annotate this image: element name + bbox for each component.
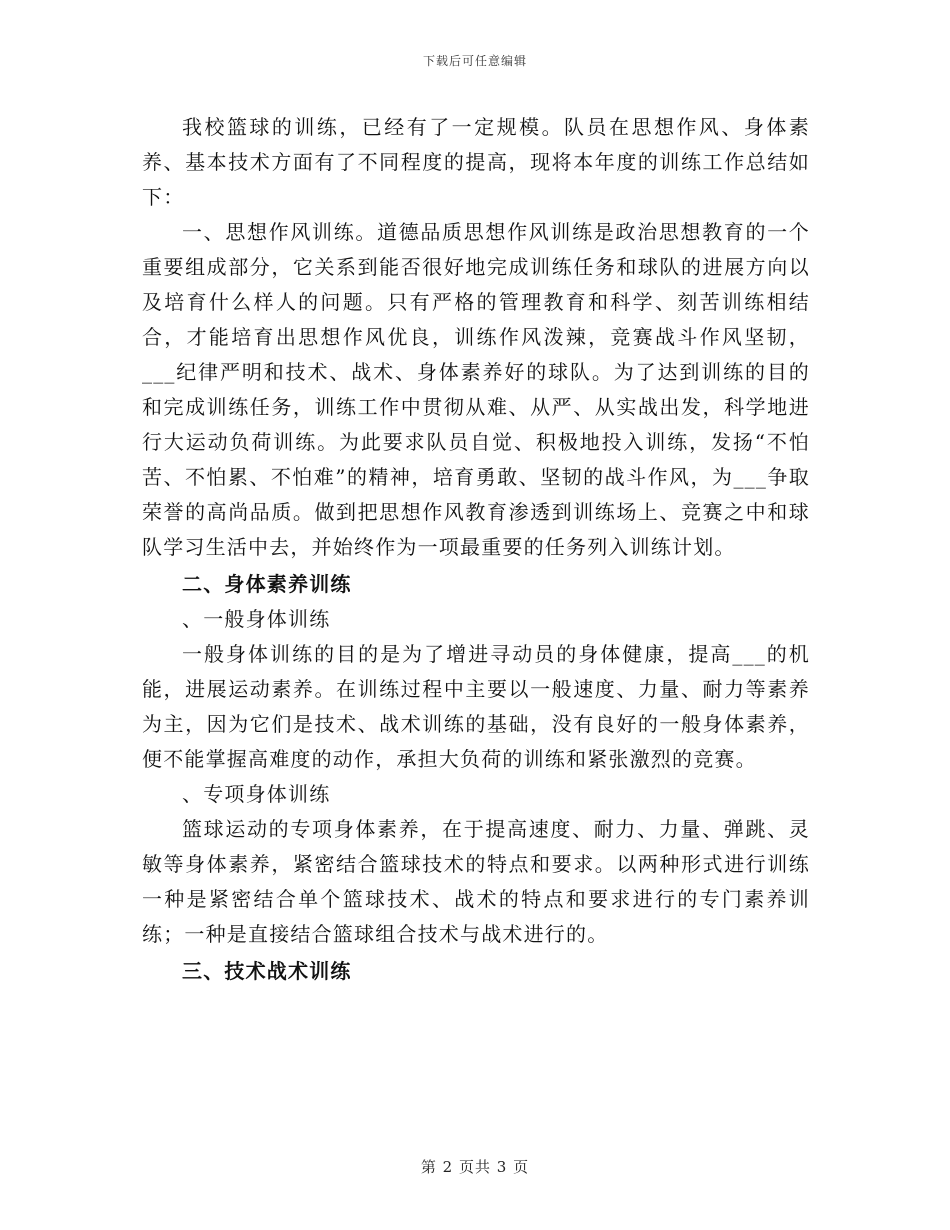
section-2-subheading-1: 、一般身体训练	[182, 607, 331, 631]
document-body	[142, 110, 810, 989]
intro-paragraph: 我校篮球的训练，已经有了一定规模。队员在思想作风、身体素养、基本技术方面有了不同程度的提高，现将本年度的训练工作总结如下：	[142, 115, 810, 209]
section-2-paragraph-1: 一般身体训练的目的是为了增进寻动员的身体健康，提高___的机能，进展运动素养。在训练过程中主要以一般速度、力量、耐力等素养为主，因为它们是技术、战术训练的基础，没有良好的一般身体素养，便不能掌握高难度的动作，承担大负荷的训练和紧张激烈的竞赛。	[142, 642, 810, 771]
section-2-heading: 二、身体素养训练	[182, 572, 352, 596]
section-3-heading: 三、技术战术训练	[182, 959, 352, 983]
page-header: 下载后可任意编辑	[422, 54, 527, 68]
section-2-subheading-2: 、专项身体训练	[182, 782, 331, 806]
section-2-paragraph-2: 篮球运动的专项身体素养，在于提高速度、耐力、力量、弹跳、灵敏等身体素养，紧密结合篮球技术的特点和要求。以两种形式进行训练一种是紧密结合单个篮球技术、战术的特点和要求进行的专门素养训练；一种是直接结合篮球组合技术与战术进行的。	[142, 817, 810, 946]
page-number: 第 2 页共 3 页	[420, 1158, 530, 1176]
section-1-paragraph: 一、思想作风训练。道德品质思想作风训练是政治思想教育的一个重要组成部分，它关系到能否很好地完成训练任务和球队的进展方向以及培育什么样人的问题。只有严格的管理教育和科学、刻苦训练相结合，才能培育出思想作风优良，训练作风泼辣，竞赛战斗作风坚韧，___纪律严明和技术、战术、身体素养好的球队。为了达到训练的目的和完成训练任务，训练工作中贯彻从难、从严、从实战出发，科学地进行大运动负荷训练。为此要求队员自觉、积极地投入训练，发扬“不怕苦、不怕累、不怕难”的精神，培育勇敢、坚韧的战斗作风，为___争取荣誉的高尚品质。做到把思想作风教育渗透到训练场上、竞赛之中和球队学习生活中去，并始终作为一项最重要的任务列入训练计划。	[142, 220, 810, 559]
